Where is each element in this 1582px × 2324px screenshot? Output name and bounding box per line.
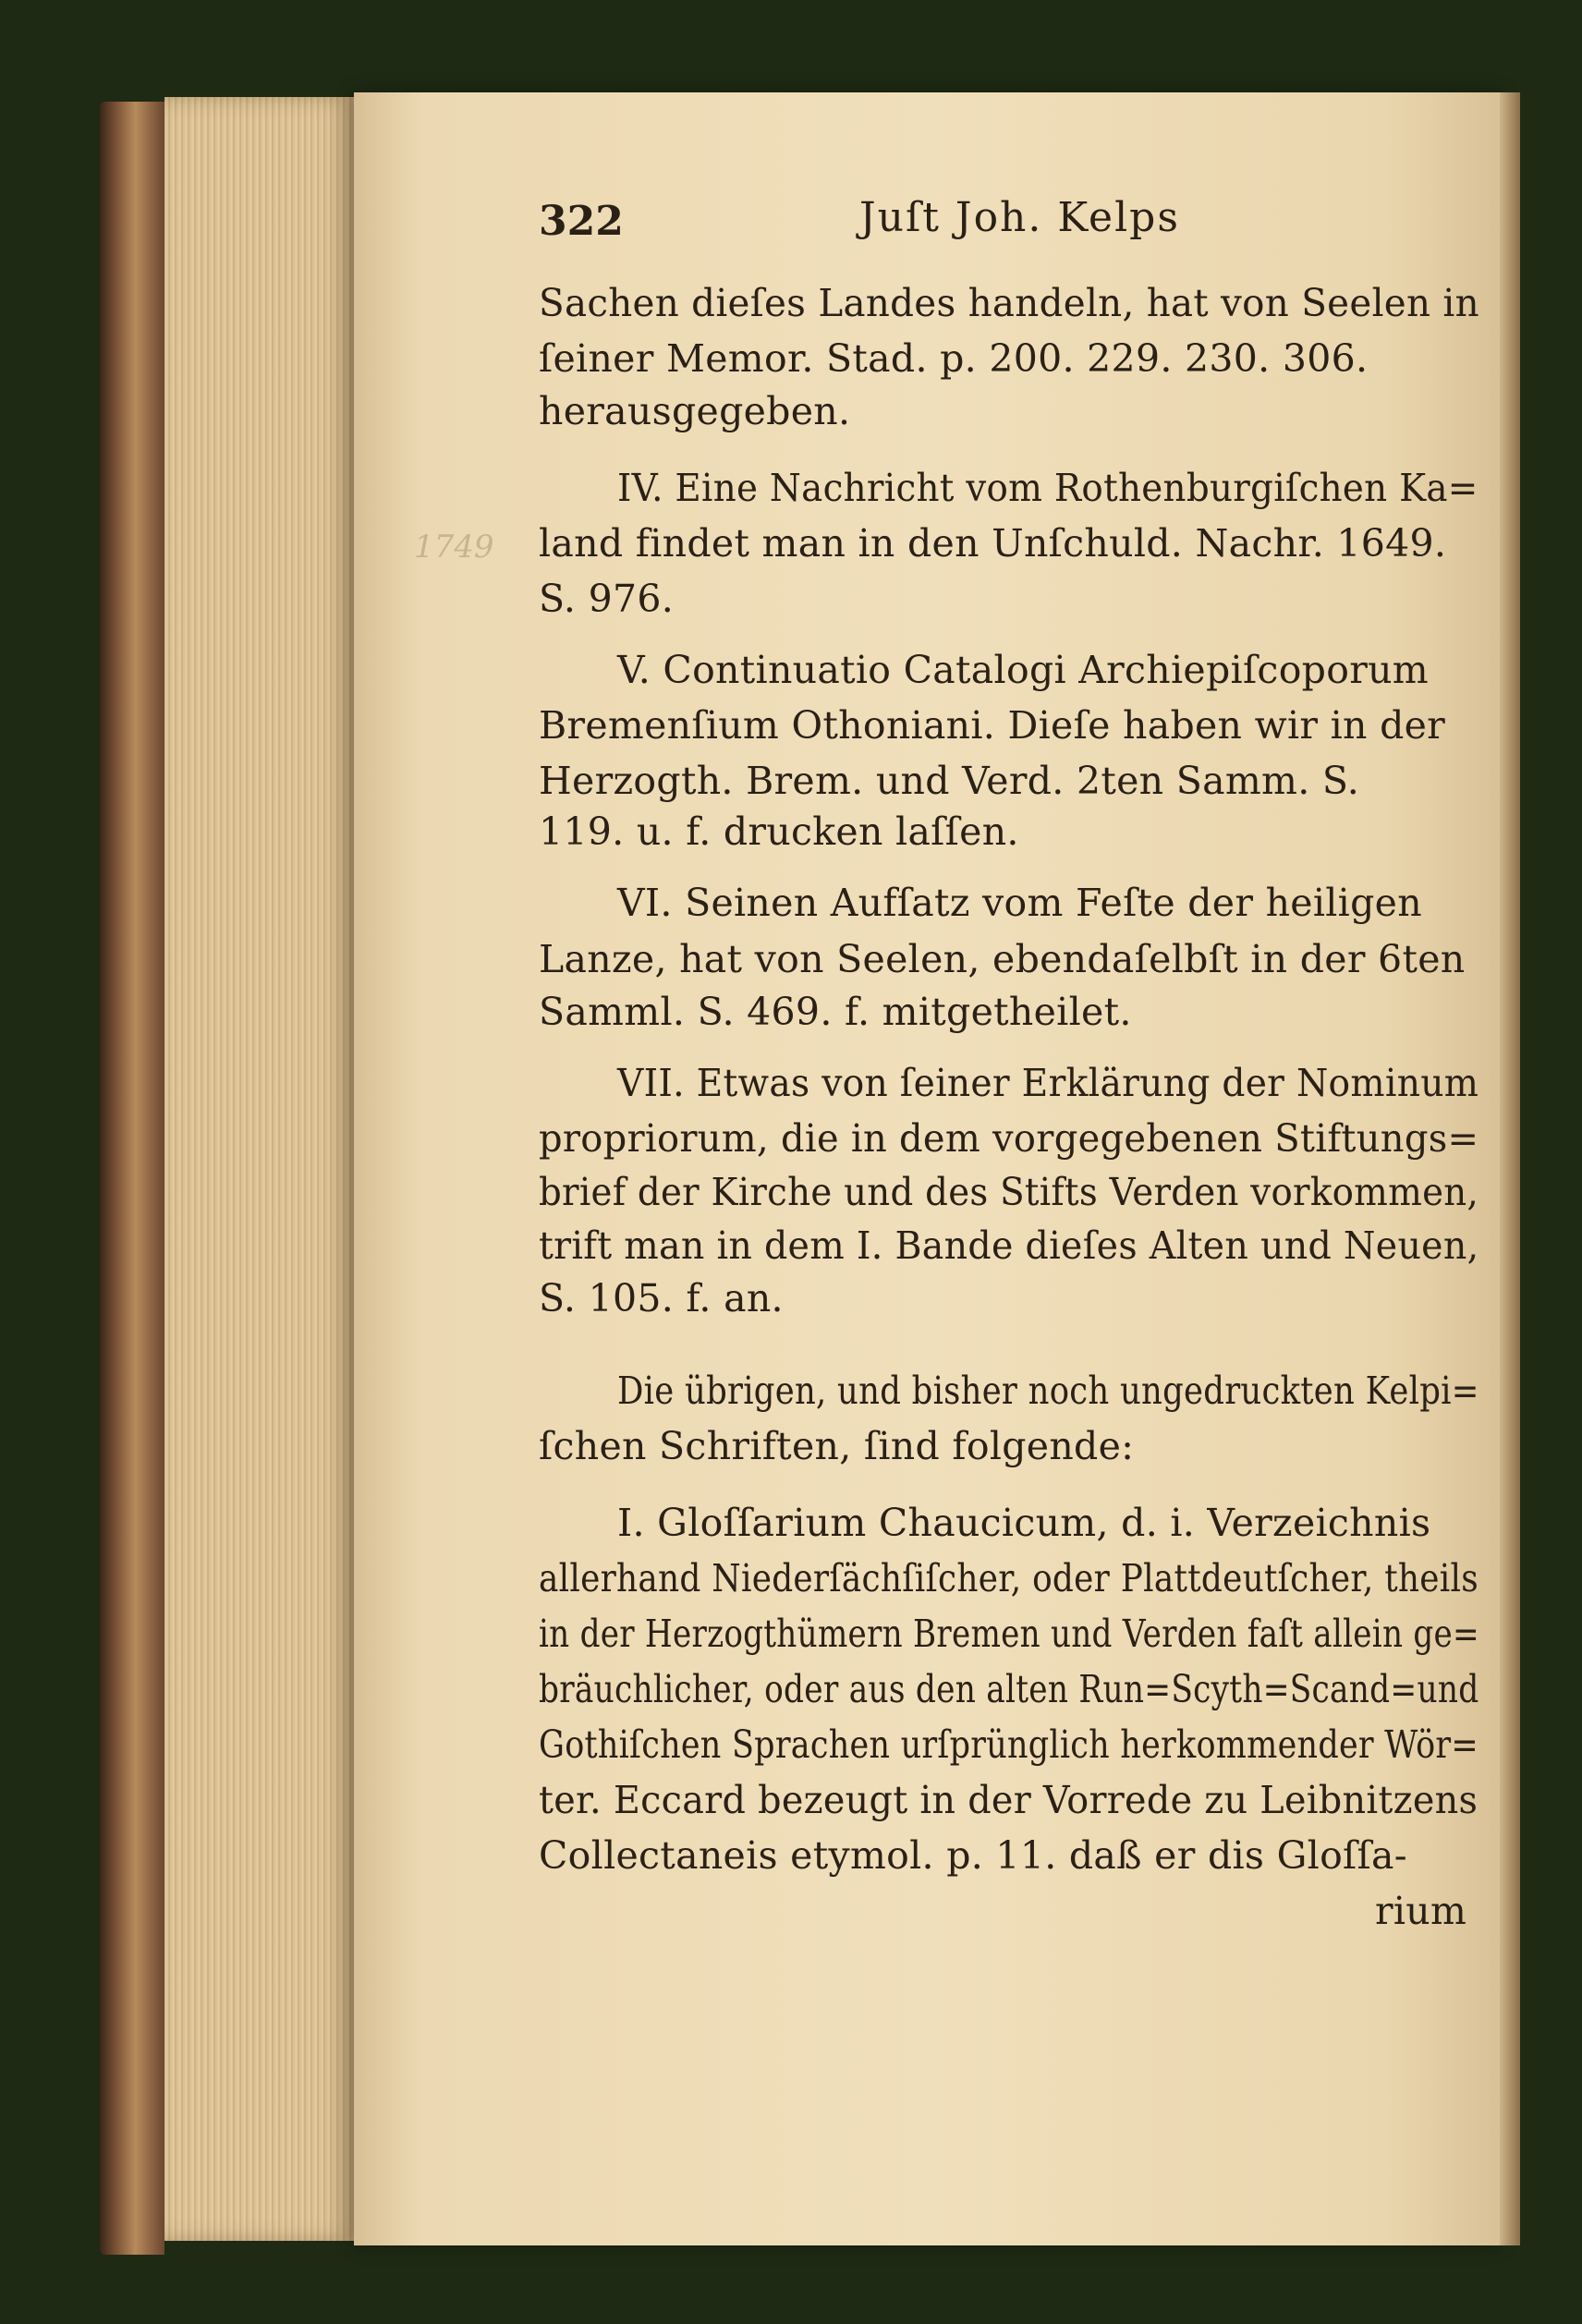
text-line: 119. u. f. drucken laſſen. (539, 809, 1019, 854)
gutter-edge (1500, 92, 1520, 2245)
running-title: Juſt Joh. Kelps (859, 194, 1180, 241)
text-line: V. Continuatio Catalogi Archiepiſcoporum (617, 648, 1429, 692)
text-line: ter. Eccard bezeugt in der Vorrede zu Leibnitzens (539, 1778, 1479, 1822)
text-line: Samml. S. 469. f. mitgetheilet. (539, 990, 1132, 1034)
text-line: trift man in dem I. Bande dieſes Alten und Neuen, (539, 1223, 1479, 1268)
text-line: Die übrigen, und bisher noch ungedruckten Kelpi= (617, 1369, 1479, 1413)
text-line: in der Herzogthümern Bremen und Verden faſt allein ge= (539, 1612, 1479, 1656)
text-line: propriorum, die in dem vorgegebenen Stiftungs= (539, 1116, 1479, 1161)
book-page (354, 92, 1500, 2245)
text-line: allerhand Niederſächſiſcher, oder Plattdeutſcher, theils (539, 1556, 1479, 1600)
text-line: bräuchlicher, oder aus den alten Run=Scyth=Scand=und (539, 1667, 1479, 1711)
margin-note: 1749 (414, 529, 494, 566)
text-line: S. 976. (539, 577, 675, 621)
text-line: Collectaneis etymol. p. 11. daß er dis Gloſſa- (539, 1833, 1407, 1878)
text-line: Sachen dieſes Landes handeln, hat von Seelen in (539, 281, 1479, 325)
page-number: 322 (539, 198, 624, 245)
text-line: VII. Etwas von ſeiner Erklärung der Nominum (617, 1061, 1479, 1105)
page-edges (164, 97, 354, 2241)
text-line: I. Gloſſarium Chaucicum, d. i. Verzeichnis (617, 1501, 1431, 1545)
text-line: land findet man in den Unſchuld. Nachr. 1649. (539, 521, 1447, 566)
text-line: ſeiner Memor. Stad. p. 200. 229. 230. 306. (539, 336, 1369, 381)
text-line: Herzogth. Brem. und Verd. 2ten Samm. S. (539, 759, 1360, 803)
text-line: brief der Kirche und des Stifts Verden vorkommen, (539, 1170, 1479, 1214)
text-line: ſchen Schriften, ſind folgende: (539, 1424, 1135, 1468)
text-line: VI. Seinen Aufſatz vom Feſte der heiligen (617, 881, 1422, 925)
text-line: IV. Eine Nachricht vom Rothenburgiſchen Ka= (617, 466, 1479, 510)
text-line: Gothiſchen Sprachen urſprünglich herkommender Wör= (539, 1722, 1479, 1767)
catchword: rium (1375, 1889, 1467, 1933)
book-cover-edge (100, 102, 164, 2255)
text-line: herausgegeben. (539, 389, 851, 433)
text-line: Lanze, hat von Seelen, ebendaſelbſt in der 6ten (539, 937, 1466, 981)
text-line: S. 105. f. an. (539, 1276, 784, 1320)
text-line: Bremenſium Othoniani. Dieſe haben wir in der (539, 703, 1446, 748)
